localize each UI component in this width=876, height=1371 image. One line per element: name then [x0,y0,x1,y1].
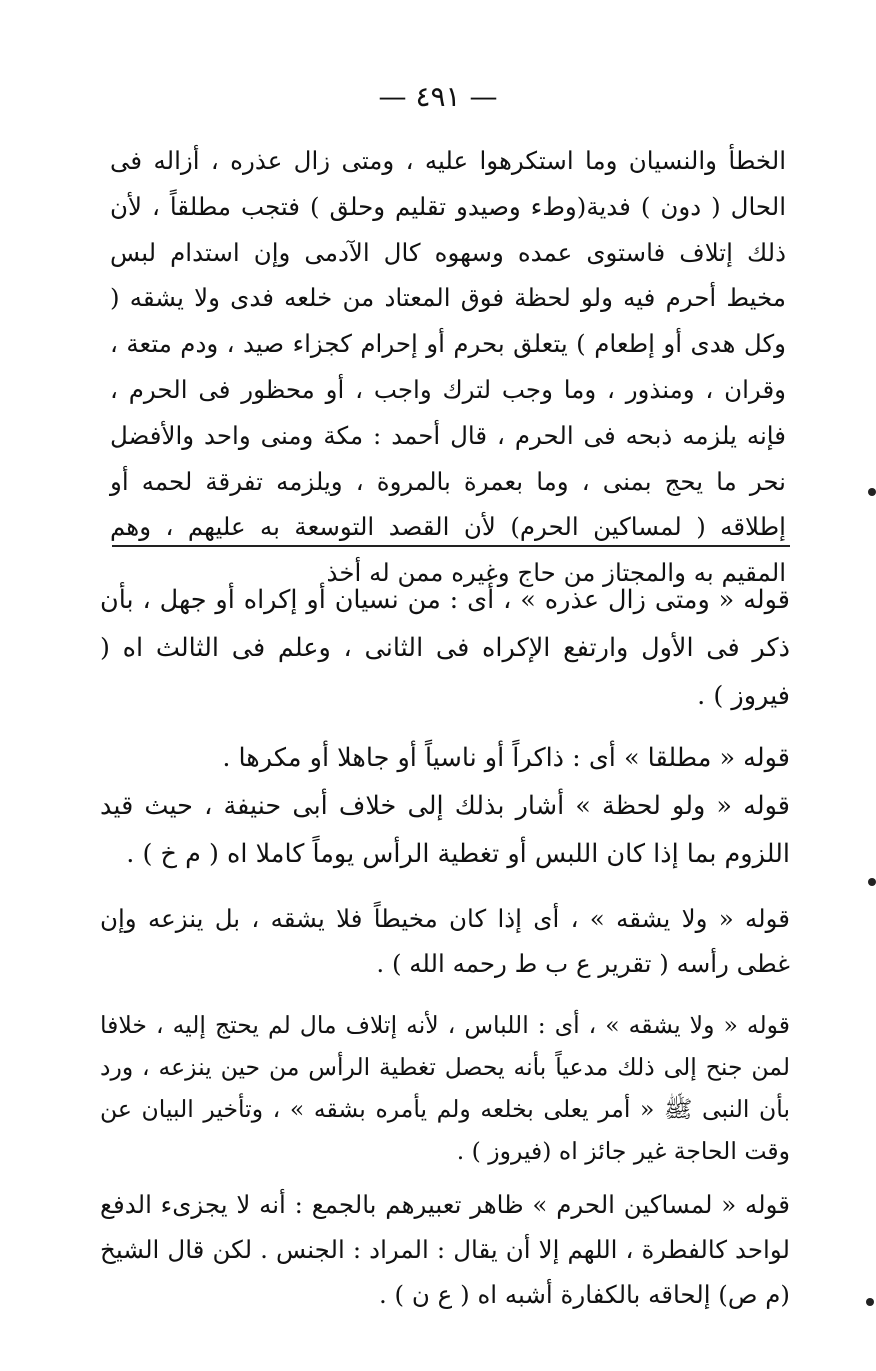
footnote-divider [112,545,790,547]
page-number: — ٤٩١ — [378,80,498,113]
footnote: قوله « ولا يشقه » ، أى : اللباس ، لأنه إتلاف مال لم يحتج إليه ، خلافا لمن جنح إلى ذلك مدعياً بأنه يحصل تغطية الرأس من حين ينزعه ، ورد بأن النبى ﷺ « أمر يعلى بخلعه ولم يأمره بشقه » ، وتأخير البيان عن وقت الحاجة غير جائز اه (فيروز ) . [100,1011,790,1165]
footnote: قوله « ولو لحظة » أشار بذلك إلى خلاف أبى حنيفة ، حيث قيد اللزوم بما إذا كان اللبس أو تغطية الرأس يوماً كاملا اه ( م خ ) . [100,791,790,869]
footnote: قوله « ولا يشقه » ، أى إذا كان مخيطاً فلا يشقه ، بل ينزعه وإن غطى رأسه ( تقرير ع ب ط رحمه الله ) . [100,904,790,978]
footnote: قوله « ومتى زال عذره » ، أى : من نسيان أو إكراه أو جهل ، بأن ذكر فى الأول وارتفع الإكراه فى الثانى ، وعلم فى الثالث اه ( فيروز ) . [100,585,790,711]
margin-mark [866,1298,874,1306]
margin-mark [868,488,876,496]
footnote: قوله « مطلقا » أى : ذاكراً أو ناسياً أو جاهلا أو مكرها . [222,743,790,773]
main-paragraph: الخطأ والنسيان وما استكرهوا عليه ، ومتى زال عذره ، أزاله فى الحال ( دون ) فدية(وطء وصيدو تقليم وحلق ) فتجب مطلقاً ، لأن ذلك إتلاف فاستوى عمده وسهوه كال الآدمى وإن استدام لبس مخيط أحرم فيه ولو لحظة فوق المعتاد من خلعه فدى ولا يشقه ( وكل هدى أو إطعام ) يتعلق بحرم أو إحرام كجزاء صيد ، ودم متعة ، وقران ، ومنذور ، وما وجب لترك واجب ، أو محظور فى الحرم ، فإنه يلزمه ذبحه فى الحرم ، قال أحمد : مكة ومنى واحد والأفضل نحر ما يحج بمنى ، وما بعمرة بالمروة ، ويلزمه تفرقة لحمه أو إطلاقه ( لمساكين الحرم) لأن القصد التوسعة به عليهم ، وهم المقيم به والمجتاز من حاج وغيره ممن له أخذ [110,146,786,588]
footnote: قوله « لمساكين الحرم » ظاهر تعبيرهم بالجمع : أنه لا يجزىء الدفع لواحد كالفطرة ، اللهم إلا أن يقال : المراد : الجنس . لكن قال الشيخ (م ص) إلحاقه بالكفارة أشبه اه ( ع ن ) . [100,1190,790,1309]
main-text [110,138,786,596]
footnotes [100,576,790,1317]
margin-mark [868,878,876,886]
